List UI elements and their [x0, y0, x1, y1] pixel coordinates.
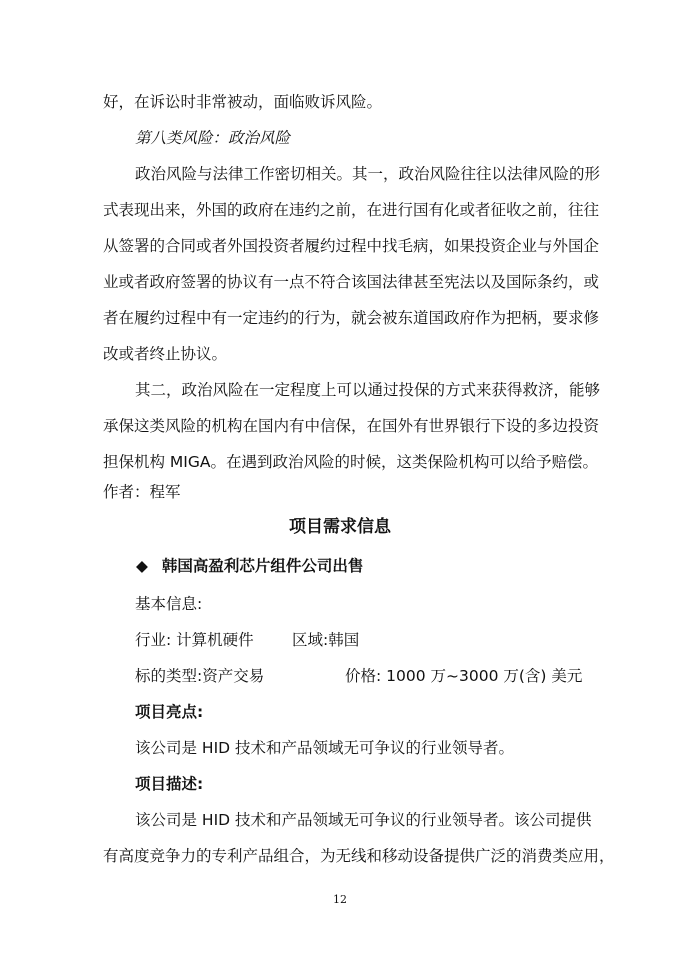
diamond-bullet-icon: ◆ [136, 557, 148, 575]
project-title-row [136, 556, 363, 576]
project-title: 韩国高盈利芯片组件公司出售 [161, 557, 364, 575]
text-line: 其二，政治风险在一定程度上可以通过投保的方式来获得救济，能够 [135, 381, 601, 399]
page-number: 12 [333, 893, 347, 906]
text-line: 改或者终止协议。 [103, 345, 228, 363]
risk-subheading: 第八类风险：政治风险 [135, 129, 291, 147]
text-line: 者在履约过程中有一定违约的行为，就会被东道国政府作为把柄，要求修 [103, 309, 600, 327]
description-line: 该公司是 HID 技术和产品领域无可争议的行业领导者。该公司提供 [135, 811, 592, 829]
description-label: 项目描述: [135, 775, 204, 793]
text-line: 式表现出来，外国的政府在违约之前，在进行国有化或者征收之前，往往 [103, 201, 600, 219]
industry-field: 行业: 计算机硬件 [135, 631, 254, 649]
text-line: 从签署的合同或者外国投资者履约过程中找毛病，如果投资企业与外国企 [103, 237, 600, 255]
text-line: 承保这类风险的机构在国内有中信保，在国外有世界银行下设的多边投资 [103, 417, 600, 435]
highlights-label: 项目亮点: [135, 703, 204, 721]
text-line: 担保机构 MIGA。在遇到政治风险的时候，这类保险机构可以给予赔偿。 [103, 453, 598, 471]
text-line: 好，在诉讼时非常被动，面临败诉风险。 [103, 93, 383, 111]
description-line: 有高度竞争力的专利产品组合，为无线和移动设备提供广泛的消费类应用， [103, 847, 615, 865]
target-type-field: 标的类型:资产交易 [135, 667, 265, 685]
section-title: 项目需求信息 [289, 517, 391, 537]
text-line: 政治风险与法律工作密切相关。其一，政治风险往往以法律风险的形 [135, 165, 601, 183]
highlights-text: 该公司是 HID 技术和产品领域无可争议的行业领导者。 [135, 739, 515, 757]
price-field: 价格: 1000 万~3000 万(含) 美元 [345, 667, 583, 685]
author-line: 作者：程军 [103, 483, 181, 501]
text-line: 业或者政府签署的协议有一点不符合该国法律甚至宪法以及国际条约，或 [103, 273, 600, 291]
region-field: 区域:韩国 [292, 631, 360, 649]
basic-info-label: 基本信息: [135, 595, 203, 613]
